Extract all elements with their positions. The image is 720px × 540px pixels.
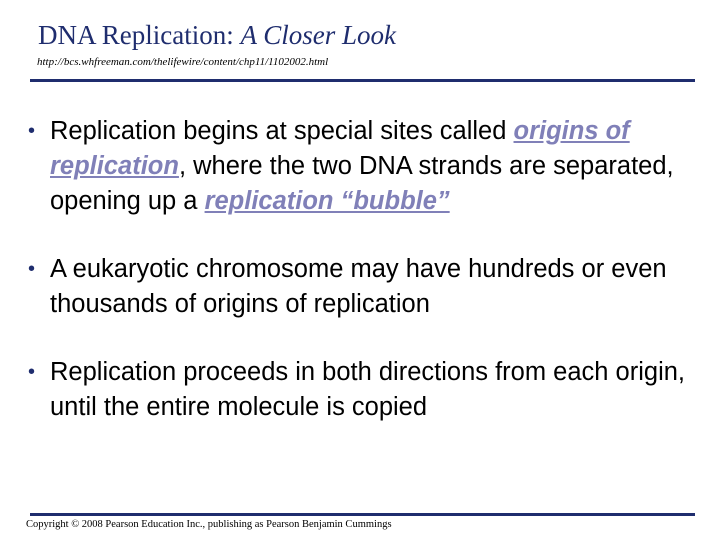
top-divider [30,79,695,82]
bullet-text: , where the two DNA strands are separated, opening up a [50,152,674,215]
bullet-dot: • [28,361,36,383]
slide-title [38,20,396,51]
bullet-item [24,252,712,322]
copyright-footer: Copyright © 2008 Pearson Education Inc., publishing as Pearson Benjamin Cummings [26,519,392,530]
bullet-text: A eukaryotic chromosome may have hundreds or even thousands of origins of replication [50,255,667,318]
bullet-item [24,114,712,219]
bullet-list [24,114,712,425]
title-main: DNA Replication: [38,20,241,50]
bullet-dot: • [28,120,36,142]
bullet-text: Replication begins at special sites called [50,117,514,145]
bullet-text: Replication proceeds in both directions from each origin, until the entire molecule is copied [50,358,686,421]
bottom-divider [30,513,695,516]
bullet-dot: • [28,258,36,280]
key-term-bubble: replication “bubble” [204,187,450,215]
key-term-origins: origins of replication [50,117,630,180]
bullet-item [24,355,712,425]
title-italic: A Closer Look [240,20,396,50]
source-url: http://bcs.whfreeman.com/thelifewire/content/chp11/1102002.html [37,56,329,68]
